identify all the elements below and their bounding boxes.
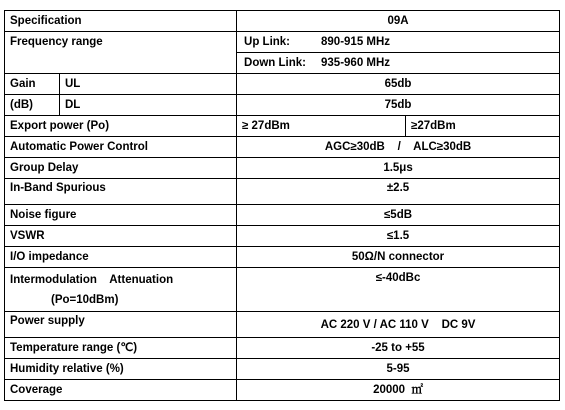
gain-dl-value: 75db xyxy=(237,95,560,116)
uplink-value: 890-915 MHz xyxy=(321,36,391,48)
humidity-value: 5-95 xyxy=(237,359,560,380)
noise-label: Noise figure xyxy=(5,205,237,226)
spec-label: Specification xyxy=(5,11,237,32)
power-supply-label: Power supply xyxy=(5,312,237,338)
intermod-condition: (Po=10dBm) xyxy=(51,293,119,306)
coverage-label: Coverage xyxy=(5,380,237,401)
io-value: 50Ω/N connector xyxy=(237,247,560,268)
row-humidity xyxy=(5,359,560,380)
intermod-label-cell xyxy=(5,268,237,312)
apc-value: AGC≥30dB / ALC≥30dB xyxy=(237,137,560,158)
gain-dl-label: DL xyxy=(60,95,237,116)
noise-value: ≤5dB xyxy=(237,205,560,226)
intermod-value: ≤-40dBc xyxy=(237,268,560,312)
row-uplink xyxy=(5,32,560,53)
group-delay-label: Group Delay xyxy=(5,158,237,179)
spec-model: 09A xyxy=(237,11,560,32)
export-power-label: Export power (Po) xyxy=(5,116,237,137)
uplink-label: Up Link: xyxy=(244,36,291,48)
row-inband xyxy=(5,179,560,205)
power-supply-value: AC 220 V / AC 110 V DC 9V xyxy=(237,312,560,338)
vswr-label: VSWR xyxy=(5,226,237,247)
row-noise xyxy=(5,205,560,226)
row-group-delay xyxy=(5,158,560,179)
inband-label: In-Band Spurious xyxy=(5,179,237,205)
row-temperature xyxy=(5,338,560,359)
io-label: I/O impedance xyxy=(5,247,237,268)
downlink-value: 935-960 MHz xyxy=(321,57,391,69)
group-delay-value: 1.5μs xyxy=(237,158,560,179)
downlink-cell xyxy=(237,53,560,74)
temperature-value: -25 to +55 xyxy=(237,338,560,359)
gain-ul-value: 65db xyxy=(237,74,560,95)
frequency-label: Frequency range xyxy=(5,32,237,74)
row-apc xyxy=(5,137,560,158)
specification-table xyxy=(4,10,560,401)
coverage-value: 20000 ㎡ xyxy=(237,380,560,401)
row-intermod xyxy=(5,268,560,312)
inband-value: ±2.5 xyxy=(237,179,560,205)
apc-label: Automatic Power Control xyxy=(5,137,237,158)
intermod-label: Intermodulation Attenuation xyxy=(10,273,174,286)
export-power-value-a: ≥ 27dBm xyxy=(237,116,406,137)
row-export-power xyxy=(5,116,560,137)
gain-label: Gain xyxy=(5,74,60,95)
humidity-label: Humidity relative (%) xyxy=(5,359,237,380)
row-coverage xyxy=(5,380,560,401)
row-gain-ul xyxy=(5,74,560,95)
row-power-supply xyxy=(5,312,560,338)
row-io xyxy=(5,247,560,268)
export-power-value-b: ≥27dBm xyxy=(406,116,560,137)
downlink-label: Down Link: xyxy=(244,57,306,69)
uplink-cell xyxy=(237,32,560,53)
temperature-label: Temperature range (℃) xyxy=(5,338,237,359)
gain-ul-label: UL xyxy=(60,74,237,95)
row-specification xyxy=(5,11,560,32)
row-vswr xyxy=(5,226,560,247)
vswr-value: ≤1.5 xyxy=(237,226,560,247)
row-gain-dl xyxy=(5,95,560,116)
gain-unit-label: (dB) xyxy=(5,95,60,116)
